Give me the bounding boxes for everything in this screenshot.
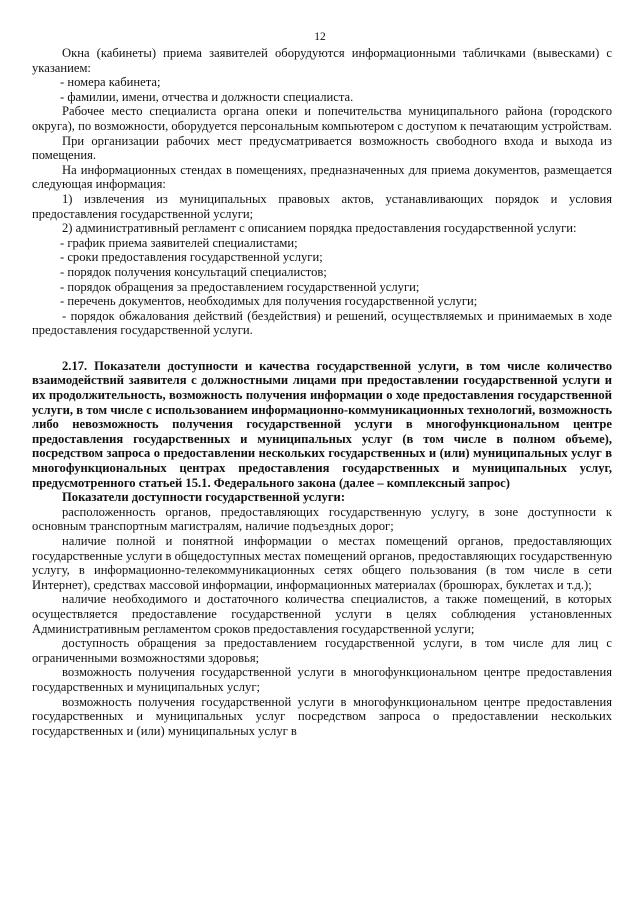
paragraph: 1) извлечения из муниципальных правовых актов, устанавливающих порядок и условия предоставления государственной услуги; — [32, 191, 612, 221]
section-spacer — [32, 338, 612, 359]
document-body — [32, 46, 612, 738]
list-item: - порядок получения консультаций специалистов; — [60, 264, 327, 279]
paragraph: наличие полной и понятной информации о местах помещений органов, предоставляющих государственные услуги в общедоступных местах помещений органов, предоставляющих государственную услугу, в информационно-телекоммуникационных сетях общего пользования (в том числе в сети Интернет), средствах массовой информации, информационных материалах (брошюрах, буклетах и т.д.); — [32, 534, 612, 592]
list-item: - порядок обращения за предоставлением государственной услуги; — [60, 279, 420, 294]
paragraph: На информационных стендах в помещениях, предназначенных для приема документов, размещается следующая информация: — [32, 162, 612, 192]
paragraph: наличие необходимого и достаточного количества специалистов, а также помещений, в которых осуществляется предоставление государственной услуги в целях соблюдения установленных Административным регламентом сроков предоставления государственной услуги; — [32, 592, 612, 636]
list-item: - порядок обжалования действий (бездействия) и решений, осуществляемых и принимаемых в ходе предоставления государственной услуги. — [32, 308, 612, 338]
list-item: - сроки предоставления государственной услуги; — [60, 250, 323, 265]
list-item: - номера кабинета; — [60, 75, 161, 90]
paragraph: Рабочее место специалиста органа опеки и попечительства муниципального района (городского округа), по возможности, оборудуется персональным компьютером с доступом к печатающим устройствам. — [32, 104, 612, 133]
list-item: - график приема заявителей специалистами; — [60, 235, 298, 250]
paragraph: возможность получения государственной услуги в многофункциональном центре предоставления государственных и муниципальных услуг посредством запроса о предоставлении нескольких государственных и (или) муниципальных услуг в — [32, 694, 612, 738]
paragraph: возможность получения государственной услуги в многофункциональном центре предоставления государственных и муниципальных услуг; — [32, 665, 612, 694]
paragraph: При организации рабочих мест предусматривается возможность свободного входа и выхода из помещения. — [32, 133, 612, 163]
page-number: 12 — [314, 31, 326, 43]
subsection-heading: Показатели доступности государственной услуги: — [62, 490, 346, 505]
paragraph: Окна (кабинеты) приема заявителей оборудуются информационными табличками (вывесками) с указанием: — [32, 46, 612, 75]
paragraph: доступность обращения за предоставлением государственной услуги, в том числе для лиц с ограниченными возможностями здоровья; — [32, 636, 612, 665]
paragraph: расположенность органов, предоставляющих государственную услугу, в зоне доступности к основным транспортным магистралям, наличие подъездных дорог; — [32, 504, 612, 534]
section-heading: 2.17. Показатели доступности и качества государственной услуги, в том числе количество взаимодействий заявителя с должностными лицами при предоставлении государственной услуги и их продолжительность, возможность получения информации о ходе предоставления государственной услуги, в том числе с использованием информационно-коммуникационных технологий, возможность либо невозможность получения государственной услуги в многофункциональном центре предоставления государственных и муниципальных услуг (в том числе в полном объеме), посредством запроса о предоставлении нескольких государственных и (или) муниципальных услуг в многофункциональных центрах предоставления государственных и муниципальных услуг, предусмотренного статьей 15.1. Федерального закона (далее – комплексный запрос) — [32, 358, 612, 490]
list-item: - перечень документов, необходимых для получения государственной услуги; — [60, 294, 478, 309]
list-item: - фамилии, имени, отчества и должности специалиста. — [60, 89, 354, 104]
paragraph: 2) административный регламент с описанием порядка предоставления государственной услуги: — [62, 221, 577, 236]
